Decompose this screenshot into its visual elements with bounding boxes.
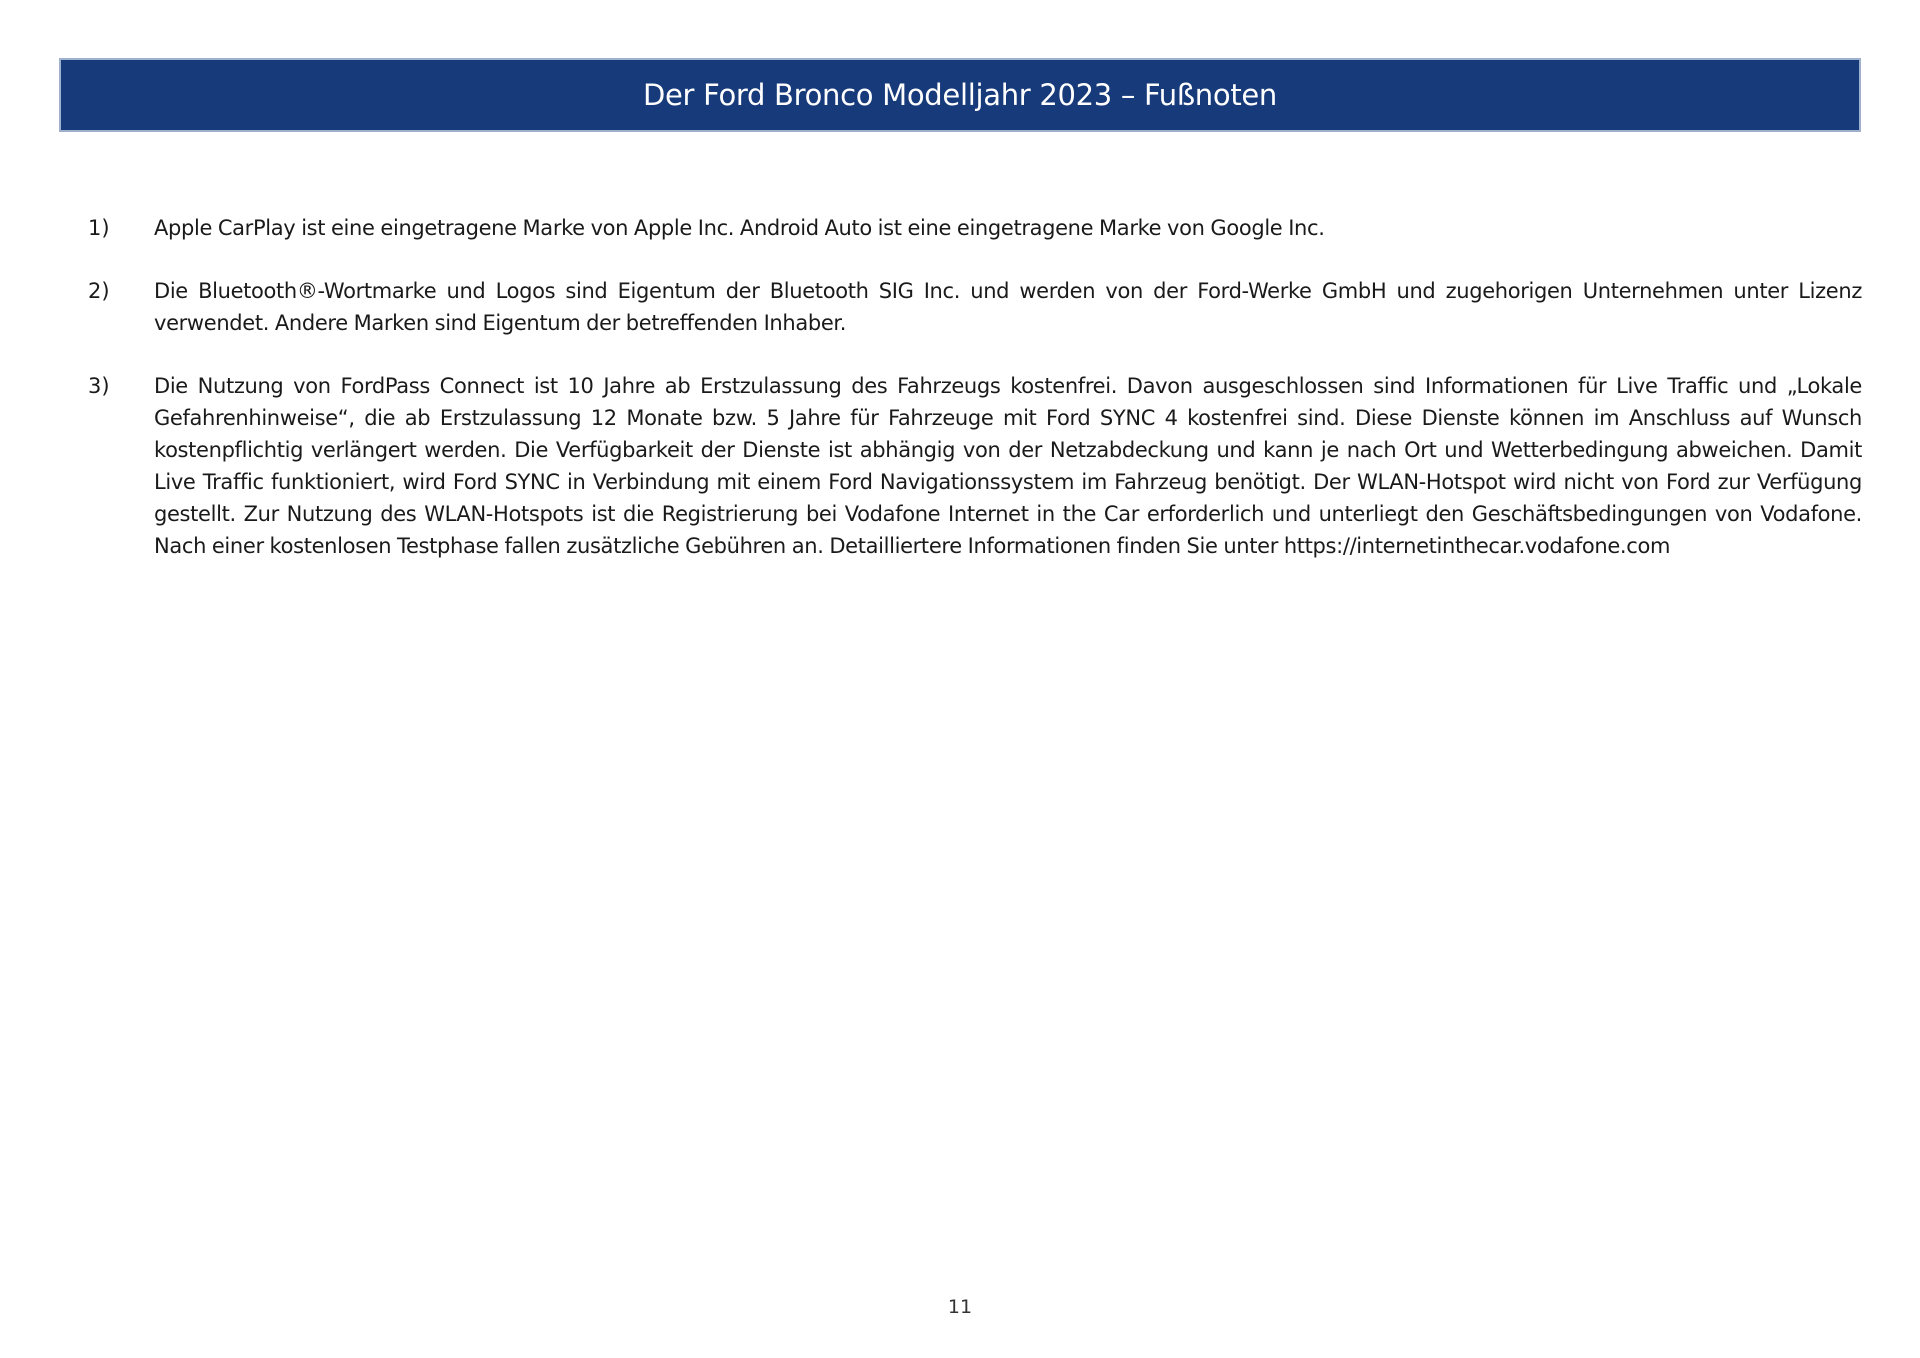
- footnote-2: [88, 275, 1862, 339]
- footnote-number: 2): [88, 279, 110, 303]
- footnote-number: 1): [88, 216, 110, 240]
- footnote-text: Apple CarPlay ist eine eingetragene Marke von Apple Inc. Android Auto ist eine eingetragene Marke von Google Inc.: [154, 216, 1325, 240]
- footnote-text: Die Bluetooth®-Wortmarke und Logos sind Eigentum der Bluetooth SIG Inc. und werden von der Ford-Werke GmbH und zugehorigen Unternehmen unter Lizenz verwendet. Andere Marken sind Eigentum der betreffenden Inhaber.: [154, 279, 1862, 335]
- page-title: Der Ford Bronco Modelljahr 2023 – Fußnoten: [642, 78, 1278, 112]
- footnote-3: [88, 370, 1862, 562]
- footnotes-list: [88, 212, 1862, 593]
- footnote-1: [88, 212, 1862, 244]
- header-bar: [59, 58, 1861, 132]
- footnote-number: 3): [88, 374, 110, 398]
- footnote-text: Die Nutzung von FordPass Connect ist 10 Jahre ab Erstzulassung des Fahrzeugs kostenfrei. Davon ausgeschlossen sind Informationen für Live Traffic und „Lokale Gefahrenhinweise“, die ab Erstzulassung 12 Monate bzw. 5 Jahre für Fahrzeuge mit Ford SYNC 4 kostenfrei sind. Diese Dienste können im Anschluss auf Wunsch kostenpflichtig verlängert werden. Die Verfügbarkeit der Dienste ist abhängig von der Netzabdeckung und kann je nach Ort und Wetterbedingung abweichen. Damit Live Traffic funktioniert, wird Ford SYNC in Verbindung mit einem Ford Navigationssystem im Fahrzeug benötigt. Der WLAN-Hotspot wird nicht von Ford zur Verfügung gestellt. Zur Nutzung des WLAN-Hotspots ist die Registrierung bei Vodafone Internet in the Car erforderlich und unterliegt den Geschäftsbedingungen von Vodafone. Nach einer kostenlosen Testphase fallen zusätzliche Gebühren an. Detailliertere Informationen finden Sie unter https://internetinthecar.vodafone.com: [154, 374, 1862, 558]
- page-number: 11: [947, 1296, 973, 1318]
